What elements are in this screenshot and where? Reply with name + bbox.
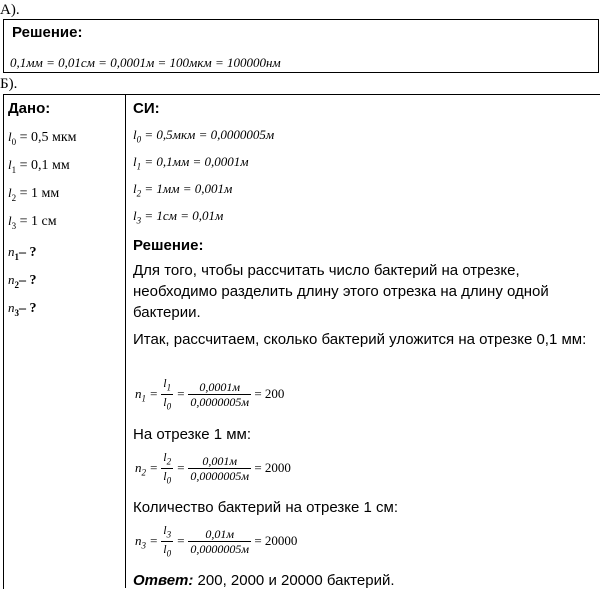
part-a-heading: Решение: [12,24,83,41]
given-l2: $l_2 = 1$ мм [8,185,60,203]
formula-n1: $n_1$ = $\frac{l_1}{l_0}$ = $\frac{0,0001м}{0,0000005м}$ = 200 [135,376,285,412]
unknown-n2: $n_2-$ ? [8,272,37,290]
solution-heading: Решение: [133,237,204,254]
si-l0: $l_0 = 0,5мкм = 0,0000005м$ [133,127,275,145]
step2-text: На отрезке 1 мм: [133,426,252,443]
formula-n3: $n_3$ = $\frac{l_3}{l_0}$ = $\frac{0,01м}{0,0000005м}$ = 20000 [135,523,298,559]
formula-n2: $n_2$ = $\frac{l_2}{l_0}$ = $\frac{0,001м}{0,0000005м}$ = 2000 [135,450,291,486]
column-divider [125,94,126,588]
given-l3: $l_3 = 1$ см [8,213,57,231]
part-a-label: А). [0,2,20,18]
si-heading: СИ: [133,100,160,117]
part-a-solution-box [3,19,599,73]
unknown-n3: $n_3-$ ? [8,300,37,318]
si-l1: $l_1 = 0,1мм = 0,0001м$ [133,154,249,172]
si-l2: $l_2 = 1мм = 0,001м$ [133,181,233,199]
given-l1: $l_1 = 0,1$ мм [8,157,70,175]
given-heading: Дано: [8,100,51,117]
solution-intro: Для того, чтобы рассчитать число бактерий на отрезке, необходимо разделить длину этого отрезка на длину одной бактерии. [133,262,549,321]
si-l3: $l_3 = 1см = 0,01м$ [133,208,224,226]
answer-label: Ответ: [133,572,194,589]
part-b-label: Б). [0,76,18,92]
answer-text: 200, 2000 и 20000 бактерий. [193,572,395,589]
unknown-n1: $n_1-$ ? [8,244,37,262]
step3-text: Количество бактерий на отрезке 1 см: [133,499,398,516]
given-l0: $l_0 = 0,5$ мкм [8,129,77,147]
part-a-equation: 0,1мм = 0,01см = 0,0001м = 100мкм = 100000нм [10,55,281,70]
step1-text: Итак, рассчитаем, сколько бактерий уложится на отрезке 0,1 мм: [133,331,587,348]
